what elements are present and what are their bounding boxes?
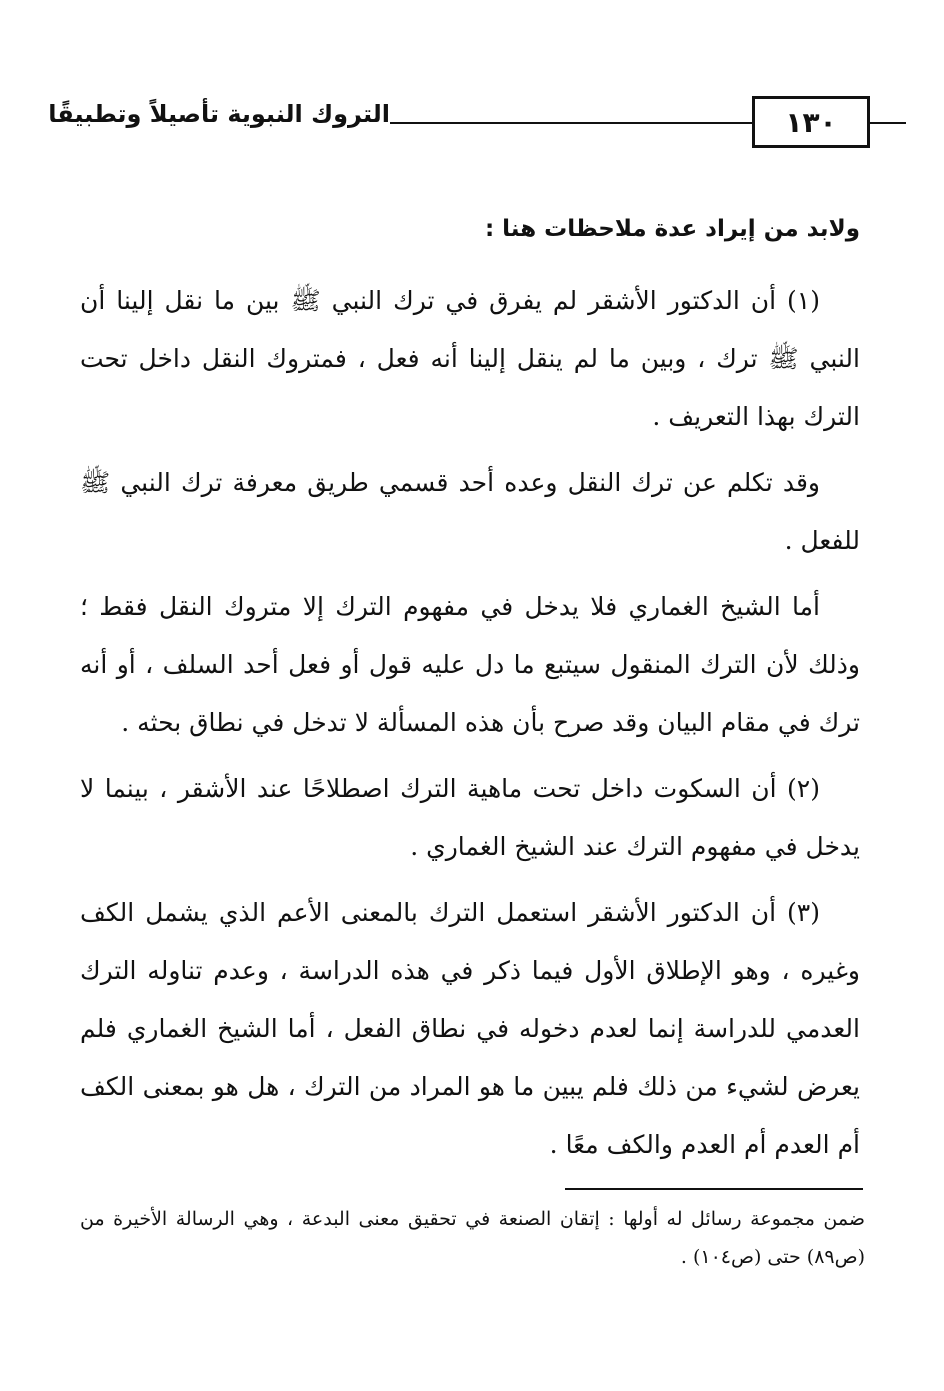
- paragraph-note-2: (٢) أن السكوت داخل تحت ماهية الترك اصطلاحًا عند الأشقر ، بينما لا يدخل في مفهوم الترك عند الشيخ الغماري .: [80, 774, 860, 861]
- footnote-separator: [565, 1188, 863, 1190]
- paragraph-note-1: (١) أن الدكتور الأشقر لم يفرق في ترك النبي ﷺ بين ما نقل إلينا أن النبي ﷺ ترك ، وبين ما لم ينقل إلينا أنه فعل ، فمتروك النقل داخل تحت الترك بهذا التعريف .: [80, 286, 860, 431]
- header-rule-end: [870, 122, 906, 124]
- main-text: [80, 200, 860, 1182]
- page-number: ١٣٠: [752, 96, 870, 148]
- section-subheading: ولابد من إيراد عدة ملاحظات هنا :: [484, 216, 860, 242]
- footnote: ضمن مجموعة رسائل له أولها : إتقان الصنعة في تحقيق معنى البدعة ، وهي الرسالة الأخيرة من (ص٨٩) حتى (ص١٠٤) .: [80, 1208, 865, 1268]
- paragraph-ghumari: أما الشيخ الغماري فلا يدخل في مفهوم الترك إلا متروك النقل فقط ؛ وذلك لأن الترك المنقول سيتبع ما دل عليه قول أو فعل أحد السلف ، أو أنه ترك في مقام البيان وقد صرح بأن هذه المسألة لا تدخل في نطاق بحثه .: [80, 592, 860, 737]
- paragraph-note-3: (٣) أن الدكتور الأشقر استعمل الترك بالمعنى الأعم الذي يشمل الكف وغيره ، وهو الإطلاق الأول فيما ذكر في هذه الدراسة ، وعدم تناوله الترك العدمي للدراسة إنما لعدم دخوله في نطاق الفعل ، أما الشيخ الغماري فلم يعرض لشيء من ذلك فلم يبين ما هو المراد من الترك ، هل هو بمعنى الكف أم العدم أم العدم والكف معًا .: [80, 898, 860, 1159]
- header-rule: [390, 122, 752, 124]
- running-title: التروك النبوية تأصيلاً وتطبيقًا: [48, 100, 390, 128]
- paragraph-transmission: وقد تكلم عن ترك النقل وعده أحد قسمي طريق معرفة ترك النبي ﷺ للفعل .: [80, 468, 860, 555]
- page-header: [48, 90, 870, 160]
